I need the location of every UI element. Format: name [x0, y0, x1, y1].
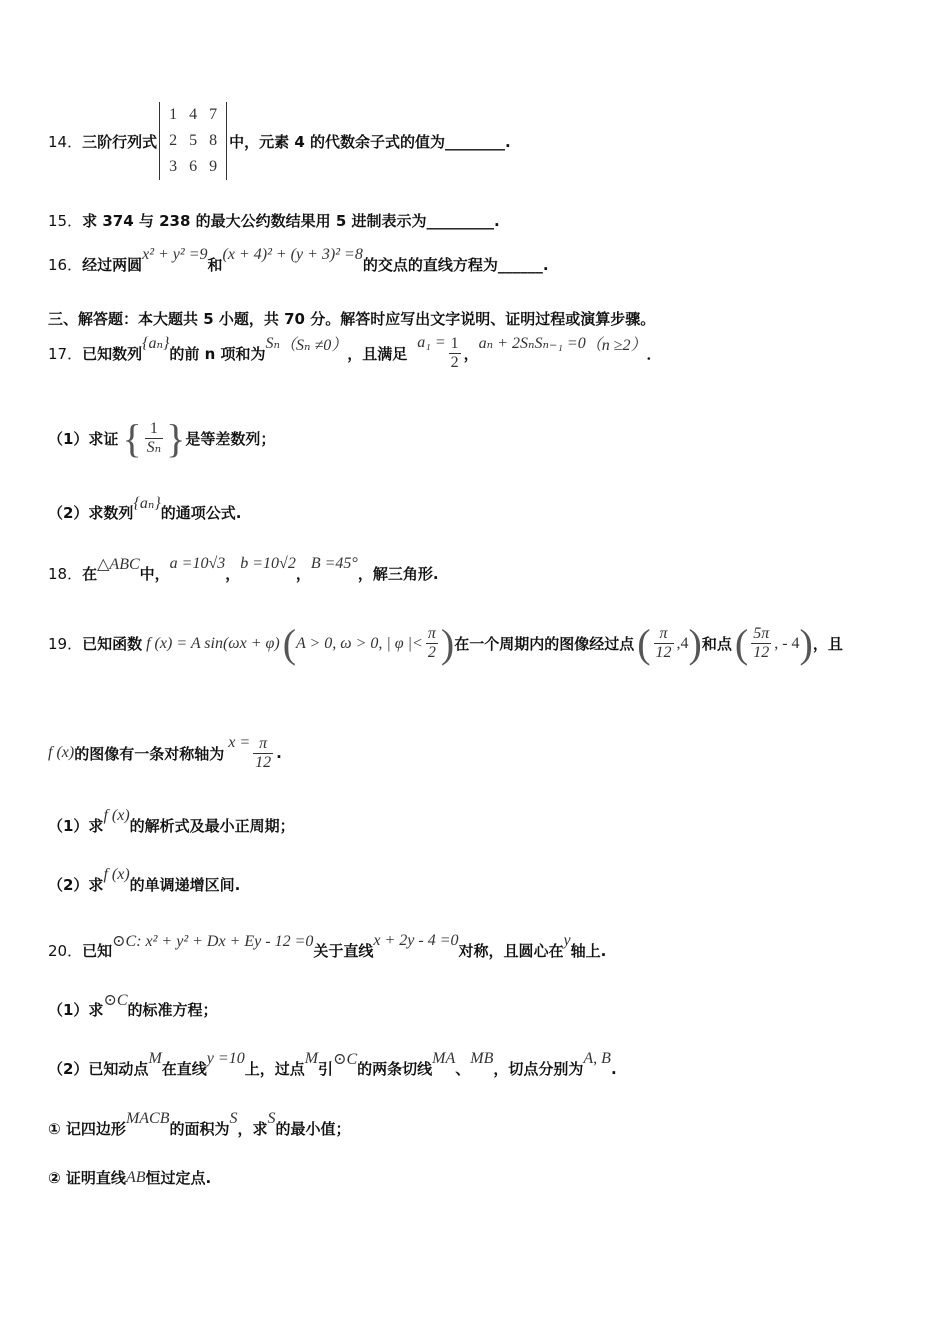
question-20: 20． 已知 ⊙C: x² + y² + Dx + Ey - 12 =0 关于直线 x + 2y - 4 =0 对称，且圆心在 y 轴上.	[48, 931, 607, 960]
q20-sub-2: ② 证明直线 AB 恒过定点.	[48, 1168, 212, 1187]
q20-sub-1: ① 记四边形 MACB 的面积为 S ，求 S 的最小值；	[48, 1109, 351, 1138]
question-19: 19． 已知函数 f (x) = A sin(ωx + φ) ( A > 0, ω > 0, | φ |< $\frac{\pi}{2}$ ) 在一个周期内的图像经过点 ( $\frac{\pi}{12}$ ,4 ) 和点 ( $\frac{5\pi}{12}$ , - 4 ) ，且	[48, 621, 843, 666]
q16-circle-1: x² + y² =9	[142, 245, 208, 263]
q14-suffix: 中，元素 4 的代数余子式的值为________.	[229, 132, 511, 151]
q14-determinant: 1 2 3 4 5 6 7 8 9	[159, 102, 227, 180]
q15-text: 求 374 与 238 的最大公约数结果用 5 进制表示为_________.	[82, 212, 500, 230]
q19-part-2: （2）求 f (x) 的单调递增区间.	[48, 865, 241, 894]
q14-prefix: 三阶行列式	[82, 132, 158, 151]
q14-number: 14．	[48, 132, 83, 151]
q19-line-2: f (x) 的图像有一条对称轴为 x = $\frac{\pi}{12}$ .	[48, 734, 282, 771]
q17-part-1: （1）求证 { $\frac{1}{\text{Sₙ}}$ } 是等差数列；	[48, 416, 276, 461]
question-15	[48, 210, 500, 231]
section-3-heading: 三、解答题：本大题共 5 小题，共 70 分。解答时应写出文字说明、证明过程或演算步骤。	[48, 310, 656, 328]
q20-part-1: （1）求 ⊙C 的标准方程；	[48, 991, 218, 1019]
question-14	[48, 102, 511, 180]
question-17: 17． 已知数列 {aₙ} 的前 n 项和为 Sₙ （Sₙ ≠0） ，且满足 a₁ = $\frac{1}{2}$ ， aₙ + 2SₙSₙ₋₁ =0 （n ≥2） ．	[48, 334, 662, 371]
q16-number: 16．	[48, 256, 83, 274]
q17-fraction-half: $\frac{1}{2}$	[450, 335, 459, 371]
q19-part-1: （1）求 f (x) 的解析式及最小正周期；	[48, 806, 295, 835]
q16-circle-2: (x + 4)² + (y + 3)² =8	[222, 245, 363, 263]
q20-part-2: （2）已知动点 M 在直线 y =10 上，过点 M 引 ⊙C 的两条切线 MA 、 MB ，切点分别为 A, B .	[48, 1049, 617, 1078]
question-18: 18． 在 △ABC 中， a =10√3 ， b =10√2 ， B =45° ，解三角形.	[48, 554, 439, 583]
question-16: 16． 经过两圆 x² + y² =9 和 (x + 4)² + (y + 3)² =8 的交点的直线方程为______.	[48, 245, 549, 274]
q15-number: 15．	[48, 212, 83, 230]
q17-part-2: （2）求数列 {aₙ} 的通项公式.	[48, 494, 242, 522]
